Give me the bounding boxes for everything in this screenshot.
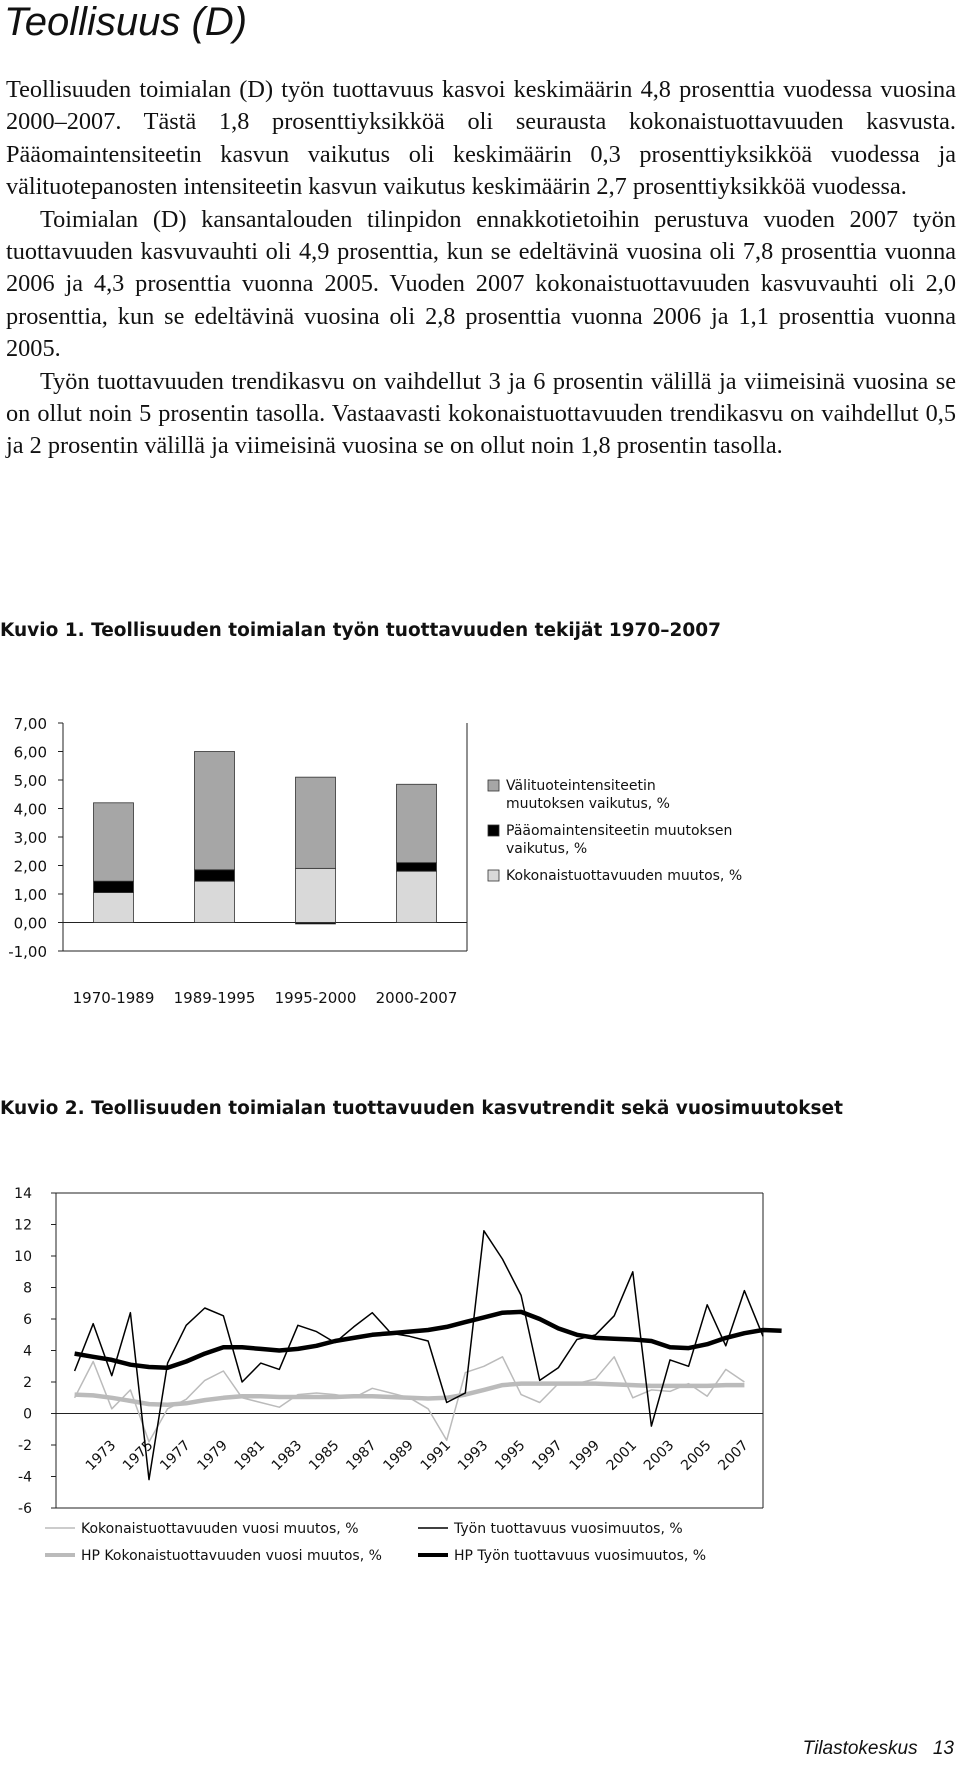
y-tick-label: 0 <box>23 1406 32 1423</box>
bar-segment <box>296 868 336 922</box>
legend-swatch <box>488 870 499 881</box>
y-tick-label: 2 <box>23 1375 32 1391</box>
y-tick-label: 6 <box>23 1312 32 1328</box>
y-tick-label: -4 <box>18 1469 32 1486</box>
footer-page-number: 13 <box>932 1738 954 1759</box>
y-tick-label: 3,00 <box>13 829 47 847</box>
series-line <box>75 1384 745 1405</box>
y-tick-label: 6,00 <box>13 743 47 762</box>
y-tick-label: 10 <box>14 1249 32 1265</box>
y-tick-label: 12 <box>14 1217 32 1234</box>
x-tick-label: 1977 <box>157 1437 194 1474</box>
x-tick-label: 1985 <box>305 1437 343 1474</box>
legend-swatch <box>488 780 499 791</box>
x-tick-label: 1973 <box>82 1437 120 1474</box>
y-tick-label: 4 <box>23 1343 32 1360</box>
y-tick-label: 4,00 <box>13 800 47 819</box>
y-tick-label: 2,00 <box>13 857 47 876</box>
legend-label <box>506 778 670 812</box>
bar-segment <box>397 871 437 922</box>
page-footer <box>793 1738 954 1760</box>
legend-label-line: Välituoteintensiteetin <box>506 778 656 794</box>
y-tick-label: 5,00 <box>13 772 47 790</box>
x-tick-label: 1989 <box>380 1437 417 1474</box>
paragraph-3: Työn tuottavuuden trendikasvu on vaihdellut 3 ja 6 prosentin välillä ja viimeisinä vuosina se on ollut noin 5 prosentin tasolla. Vastaavasti kokonaistuottavuuden trendikasvu on vaihdellut 0,5 ja 2 prosentin välillä ja viimeisinä vuosina se on ollut noin 1,8 prosentin tasolla. <box>6 367 956 460</box>
bar-segment <box>94 881 134 892</box>
legend-label-line: muutoksen vaikutus, % <box>506 796 670 812</box>
legend-label: Työn tuottavuus vuosimuutos, % <box>454 1521 683 1537</box>
legend-label <box>506 868 742 884</box>
y-tick-label: 0,00 <box>13 914 47 933</box>
bar-segment <box>195 752 235 870</box>
x-tick-label: 1987 <box>343 1437 380 1474</box>
x-tick-label: 1979 <box>194 1437 231 1474</box>
x-tick-label: 2003 <box>640 1437 678 1474</box>
x-tick-label: 1981 <box>231 1437 269 1474</box>
x-tick-label: 2005 <box>678 1437 715 1474</box>
x-tick-label: 1993 <box>454 1437 492 1474</box>
bar-segment <box>94 803 134 881</box>
paragraph-1: Teollisuuden toimialan (D) työn tuottavuus kasvoi keskimäärin 4,8 prosenttia vuodessa vuosina 2000–2007. Tästä 1,8 prosenttiyksikköä oli seurausta kokonaistuottavuuden kasvusta. Pääomaintensiteetin kasvun vaikutus oli keskimäärin 0,3 prosenttiyksikköä vuodessa ja välituotepanosten intensiteetin kasvun vaikutus keskimäärin 2,7 prosenttiyksikköä vuodessa. <box>6 76 956 201</box>
bar-segment <box>296 777 336 868</box>
bar-segment <box>94 893 134 923</box>
legend-label-line: vaikutus, % <box>506 841 588 857</box>
figure-2-chart <box>0 1170 960 1660</box>
y-tick-label: -1,00 <box>8 943 47 961</box>
x-category-label: 2000-2007 <box>375 989 458 1007</box>
series-line <box>75 1312 782 1368</box>
bar-segment <box>296 923 336 924</box>
x-tick-label: 2001 <box>603 1437 641 1474</box>
legend-swatch <box>488 825 499 836</box>
x-tick-label: 1975 <box>119 1437 157 1474</box>
y-tick-label: 7,00 <box>13 715 47 733</box>
page-title: Teollisuus (D) <box>4 0 248 44</box>
paragraph-2: Toimialan (D) kansantalouden tilinpidon ennakkotietoihin perustuva vuoden 2007 työn tuottavuuden kasvuvauhti oli 4,9 prosenttia, kun se edeltävinä vuosina oli 7,8 prosenttia vuonna 2006 ja 4,3 prosenttia vuonna 2005. Vuoden 2007 kokonaistuottavuuden kasvuvauhti oli 2,0 prosenttia, kun se edeltävinä vuosina oli 2,8 prosenttia vuonna 2006 ja 1,1 prosenttia vuonna 2005. <box>6 205 956 363</box>
x-tick-label: 1997 <box>529 1437 566 1474</box>
figure-1-caption: Kuvio 1. Teollisuuden toimialan työn tuottavuuden tekijät 1970–2007 <box>0 620 721 641</box>
bar-segment <box>397 784 437 862</box>
figure-2-caption: Kuvio 2. Teollisuuden toimialan tuottavuuden kasvutrendit sekä vuosimuutokset <box>0 1098 843 1119</box>
x-tick-label: 1999 <box>566 1437 603 1474</box>
bar-segment <box>195 881 235 922</box>
legend-label <box>506 823 732 857</box>
y-tick-label: -6 <box>18 1501 32 1517</box>
legend-label: HP Kokonaistuottavuuden vuosi muutos, % <box>81 1548 382 1564</box>
x-tick-label: 1983 <box>268 1437 306 1474</box>
x-category-label: 1995-2000 <box>274 989 357 1007</box>
figure-1-chart <box>0 700 960 1030</box>
footer-org: Tilastokeskus <box>802 1738 918 1759</box>
legend-label: Kokonaistuottavuuden vuosi muutos, % <box>81 1521 359 1537</box>
y-tick-label: 8 <box>23 1280 32 1297</box>
y-tick-label: 14 <box>14 1186 32 1202</box>
body-text <box>6 74 956 463</box>
x-category-label: 1989-1995 <box>173 989 256 1007</box>
legend-label-line: Pääomaintensiteetin muutoksen <box>506 823 733 839</box>
legend-label-line: Kokonaistuottavuuden muutos, % <box>506 868 743 884</box>
bar-segment <box>195 870 235 881</box>
y-tick-label: 1,00 <box>13 886 47 904</box>
x-tick-label: 1991 <box>417 1437 455 1474</box>
legend-label: HP Työn tuottavuus vuosimuutos, % <box>454 1548 707 1564</box>
bar-segment <box>397 863 437 872</box>
x-category-label: 1970-1989 <box>72 989 155 1007</box>
x-tick-label: 1995 <box>492 1437 529 1474</box>
y-tick-label: -2 <box>18 1438 32 1454</box>
x-tick-label: 2007 <box>715 1437 752 1474</box>
